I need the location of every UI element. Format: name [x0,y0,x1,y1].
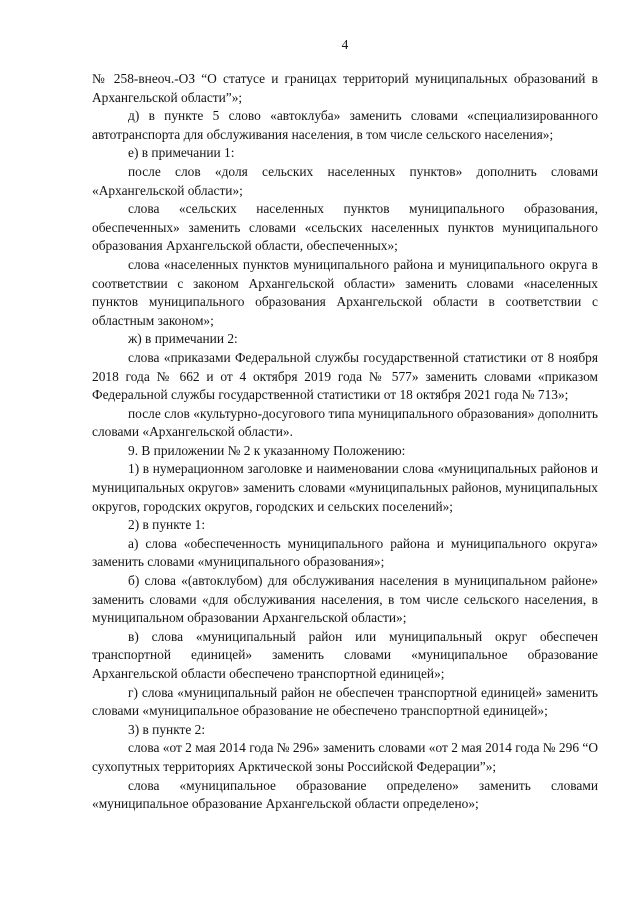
paragraph: а) слова «обеспеченность муниципального района и муниципального округа» заменить словами «муниципального образования»; [92,535,598,570]
paragraph: 3) в пункте 2: [128,721,206,737]
paragraph: слова «населенных пунктов муниципального района и муниципального округа в соответствии с законом Архангельской области» заменить словами «населенных пунктов муниципального образования Архангельской области в соответствии с областным законом»; [92,256,598,328]
paragraph: после слов «доля сельских населенных пунктов» дополнить словами «Архангельской области»; [92,163,598,198]
paragraph: в) слова «муниципальный район или муниципальный округ обеспечен транспортной единицей» заменить словами «муниципальное образование Архангельской области обеспечено транспортной единицей»; [92,628,598,681]
paragraph: е) в примечании 1: [128,145,235,161]
paragraph: № 258-внеоч.-ОЗ “О статусе и границах территорий муниципальных образований в Архангельской области”»; [92,71,598,105]
document-page [92,36,598,814]
page-number: 4 [341,37,349,52]
paragraph: слова «от 2 мая 2014 года № 296» заменить словами «от 2 мая 2014 года № 296 “О сухопутных территориях Арктической зоны Российской Федерации”»; [92,740,598,774]
paragraph: 2) в пункте 1: [128,517,206,533]
paragraph: ж) в примечании 2: [128,331,238,347]
paragraph: после слов «культурно-досугового типа муниципального образования» дополнить словами «Архангельской области». [92,405,598,440]
paragraph: 9. В приложении № 2 к указанному Положению: [128,442,406,458]
paragraph: 1) в нумерационном заголовке и наименовании слова «муниципальных районов и муниципальных округов» заменить словами «муниципальных районов, муниципальных округов, городских округов, городских и сельских поселений»; [92,461,598,514]
paragraph: г) слова «муниципальный район не обеспечен транспортной единицей» заменить словами «муниципальное образование не обеспечено транспортной единицей»; [92,684,598,719]
paragraph: слова «муниципальное образование определено» заменить словами «муниципальное образование Архангельской области определено»; [92,777,598,812]
document-body [92,70,598,814]
paragraph: д) в пункте 5 слово «автоклуба» заменить словами «специализированного автотранспорта для обслуживания населения, в том числе сельского населения»; [92,108,598,142]
paragraph: слова «сельских населенных пунктов муниципального образования, обеспеченных» заменить словами «сельских населенных пунктов муниципального образования Архангельской области, обеспеченных»; [92,201,598,254]
paragraph: б) слова «(автоклубом) для обслуживания населения в муниципальном районе» заменить словами «для обслуживания населения, в том числе сельского населения, в муниципальном образовании Архангельской области»; [92,573,598,626]
paragraph: слова «приказами Федеральной службы государственной статистики от 8 ноября 2018 года № 662 и от 4 октября 2019 года № 577» заменить словами «приказом Федеральной службы государственной статистики от 18 октября 2021 года № 713»; [92,349,598,403]
